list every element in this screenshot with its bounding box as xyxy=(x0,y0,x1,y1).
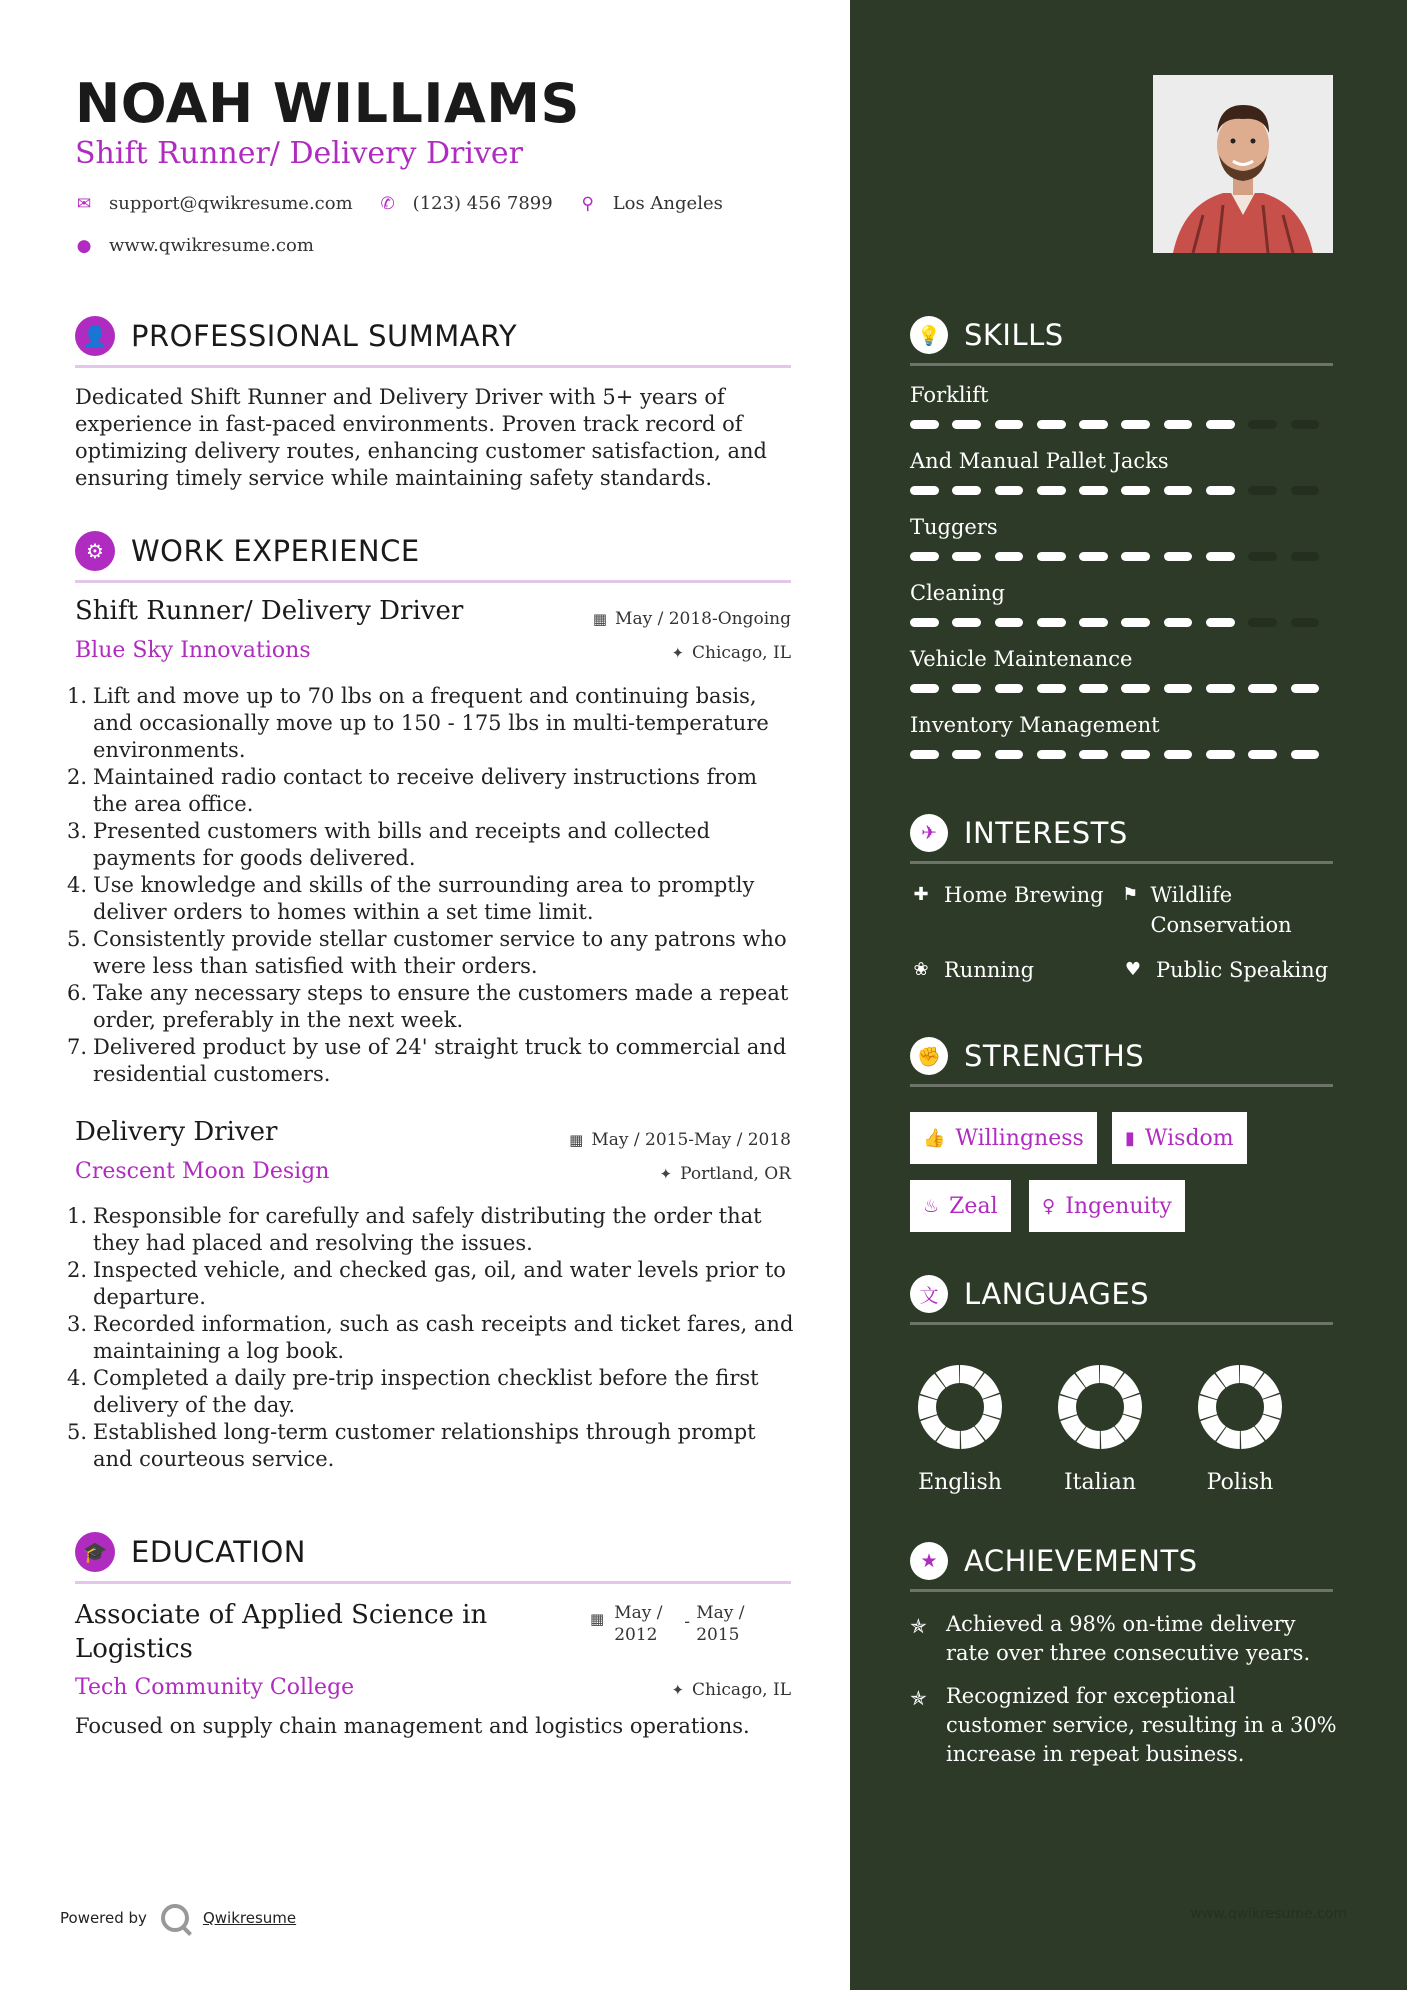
achievement-text: Recognized for exceptional customer service, resulting in a 30% increase in repeat business. xyxy=(946,1684,1337,1766)
skill-level-segment xyxy=(1079,750,1108,759)
brand-link[interactable]: Qwikresume xyxy=(202,1909,297,1927)
skill-level-bar xyxy=(910,420,1333,429)
job-title: Delivery Driver xyxy=(75,1117,278,1147)
skill-level-bar xyxy=(910,684,1333,693)
skill-level-segment xyxy=(952,486,981,495)
language-name: Polish xyxy=(1206,1470,1274,1495)
job-bullets xyxy=(67,1203,797,1473)
skill-level-segment xyxy=(910,750,939,759)
language-ring xyxy=(915,1362,1005,1452)
contact-website[interactable] xyxy=(75,235,314,256)
contact-location xyxy=(579,193,723,214)
education-location-text: Chicago, IL xyxy=(692,1680,791,1700)
skill-level-segment xyxy=(995,552,1024,561)
skill-level-segment xyxy=(952,420,981,429)
footer-url[interactable]: www.qwikresume.com xyxy=(1190,1906,1347,1922)
bullet-number: 4. xyxy=(67,1366,88,1390)
skill-level-segment xyxy=(952,618,981,627)
skill-item xyxy=(910,383,1333,429)
paper-plane-icon: ✈ xyxy=(910,814,948,852)
strength-label: Wisdom xyxy=(1144,1125,1234,1151)
job-bullet xyxy=(67,1034,797,1088)
strength-tag xyxy=(1029,1180,1185,1232)
flag-icon: ⚑ xyxy=(1122,884,1139,905)
skill-level-segment xyxy=(1164,750,1193,759)
candidate-name: NOAH WILLIAMS xyxy=(75,72,580,135)
job-bullets xyxy=(67,683,797,1088)
bullet-text: Delivered product by use of 24' straight truck to commercial and residential customers. xyxy=(93,1035,787,1086)
skill-level-segment xyxy=(910,552,939,561)
calendar-icon: ▦ xyxy=(592,610,608,628)
skill-level-segment xyxy=(910,420,939,429)
skill-level-segment xyxy=(952,552,981,561)
interest-item xyxy=(1122,955,1328,985)
skill-level-segment xyxy=(1079,684,1108,693)
skill-level-segment xyxy=(910,618,939,627)
skill-level-bar xyxy=(910,486,1333,495)
skill-level-segment xyxy=(1164,684,1193,693)
skill-level-bar xyxy=(910,618,1333,627)
language-name: Italian xyxy=(1063,1470,1136,1495)
graduate-icon: 🎓 xyxy=(75,1532,115,1572)
job-bullet xyxy=(67,1203,797,1257)
qwikresume-logo-icon xyxy=(161,1904,189,1932)
skill-level-segment xyxy=(952,684,981,693)
job-bullet xyxy=(67,1311,797,1365)
bullet-text: Maintained radio contact to receive delivery instructions from the area office. xyxy=(93,765,758,816)
skill-name: Forklift xyxy=(910,383,989,407)
skill-level-segment xyxy=(995,750,1024,759)
book-icon: ▮ xyxy=(1125,1127,1135,1149)
bullet-number: 3. xyxy=(67,1312,88,1336)
skill-level-segment xyxy=(995,486,1024,495)
school-name: Tech Community College xyxy=(75,1675,355,1700)
skill-level-segment xyxy=(1248,684,1277,693)
strength-tag xyxy=(1112,1112,1247,1164)
star-hand-icon: ✯ xyxy=(910,1614,927,1638)
job-location-text: Portland, OR xyxy=(680,1164,791,1184)
skill-level-bar xyxy=(910,750,1333,759)
interest-item xyxy=(910,955,1034,985)
skill-item xyxy=(910,581,1333,627)
achievements-title: ACHIEVEMENTS xyxy=(964,1544,1198,1578)
bullet-number: 5. xyxy=(67,927,88,951)
office-chair-icon: ⚙ xyxy=(75,531,115,571)
skill-name: Inventory Management xyxy=(910,713,1160,737)
interest-label: Public Speaking xyxy=(1156,958,1329,982)
languages-title: LANGUAGES xyxy=(964,1277,1150,1311)
job-bullet xyxy=(67,872,797,926)
job-location xyxy=(671,643,791,663)
bullet-number: 2. xyxy=(67,765,88,789)
skill-level-segment xyxy=(1248,552,1277,561)
bullet-text: Responsible for carefully and safely distributing the order that they had placed and resolving the issues. xyxy=(93,1204,762,1255)
skill-name: Tuggers xyxy=(910,515,998,539)
languages-heading xyxy=(910,1275,1333,1325)
contact-row-2 xyxy=(75,235,340,256)
achievement-item xyxy=(910,1610,1340,1668)
interest-item xyxy=(1122,880,1322,940)
skill-level-segment xyxy=(1248,618,1277,627)
pin-icon: ✦ xyxy=(659,1165,673,1183)
job-bullet xyxy=(67,818,797,872)
puzzle-icon: ✚ xyxy=(913,884,929,905)
skill-level-segment xyxy=(1037,486,1066,495)
bullet-number: 4. xyxy=(67,873,88,897)
skill-name: And Manual Pallet Jacks xyxy=(910,449,1169,473)
lightbulb-icon: 💡 xyxy=(910,316,948,354)
bullet-text: Inspected vehicle, and checked gas, oil, and water levels prior to departure. xyxy=(93,1258,786,1309)
job-bullet xyxy=(67,926,797,980)
achievements-heading xyxy=(910,1542,1333,1592)
job-title: Shift Runner/ Delivery Driver xyxy=(75,596,464,626)
skill-level-segment xyxy=(995,684,1024,693)
skill-level-segment xyxy=(1121,420,1150,429)
skill-level-segment xyxy=(1079,618,1108,627)
skill-item xyxy=(910,647,1333,693)
achievement-item xyxy=(910,1682,1340,1769)
language-ring xyxy=(1055,1362,1145,1452)
strength-label: Willingness xyxy=(955,1125,1084,1151)
skill-level-segment xyxy=(1037,420,1066,429)
education-heading xyxy=(75,1532,791,1584)
phone-text: (123) 456 7899 xyxy=(412,193,553,214)
interest-label: Home Brewing xyxy=(944,883,1104,907)
contact-phone[interactable] xyxy=(379,193,553,214)
job-company: Crescent Moon Design xyxy=(75,1159,330,1184)
experience-heading xyxy=(75,531,791,583)
skill-level-segment xyxy=(995,420,1024,429)
job-bullet xyxy=(67,1365,797,1419)
job-bullet xyxy=(67,1257,797,1311)
education-location xyxy=(671,1680,791,1700)
contact-email[interactable] xyxy=(75,193,353,214)
summary-heading xyxy=(75,316,791,368)
calendar-icon: ▦ xyxy=(590,1610,605,1628)
skill-level-segment xyxy=(1291,486,1320,495)
pin-icon: ✦ xyxy=(671,1681,685,1699)
star-hand-icon: ✯ xyxy=(910,1686,927,1710)
education-description: Focused on supply chain management and logistics operations. xyxy=(75,1714,750,1738)
pin-icon: ✦ xyxy=(671,644,685,662)
paw-icon: ❀ xyxy=(913,959,929,980)
skill-level-segment xyxy=(1291,420,1320,429)
skill-level-segment xyxy=(1206,552,1235,561)
language-item xyxy=(1180,1362,1300,1495)
language-name: English xyxy=(918,1470,1002,1495)
job-date-text: May / 2018-Ongoing xyxy=(615,609,791,629)
skill-level-bar xyxy=(910,552,1333,561)
bullet-text: Recorded information, such as cash receipts and ticket fares, and maintaining a log book. xyxy=(93,1312,794,1363)
skill-item xyxy=(910,515,1333,561)
interest-label: Wildlife Conservation xyxy=(1150,883,1292,937)
bullet-text: Consistently provide stellar customer service to any patrons who were less than satisfied with their orders. xyxy=(93,927,787,978)
user-icon: 👤 xyxy=(75,316,115,356)
interests-title: INTERESTS xyxy=(964,816,1128,850)
skill-level-segment xyxy=(1291,750,1320,759)
skill-level-segment xyxy=(1164,486,1193,495)
interest-item xyxy=(910,880,1104,910)
date-separator: - xyxy=(684,1612,690,1632)
candidate-role: Shift Runner/ Delivery Driver xyxy=(75,136,524,171)
skill-level-segment xyxy=(1164,552,1193,561)
skill-level-segment xyxy=(1291,684,1320,693)
language-ring xyxy=(1195,1362,1285,1452)
degree-title: Associate of Applied Science in Logistics xyxy=(75,1600,488,1664)
job-location-text: Chicago, IL xyxy=(692,643,791,663)
skill-level-segment xyxy=(1121,552,1150,561)
summary-text: Dedicated Shift Runner and Delivery Driver with 5+ years of experience in fast-paced environments. Proven track record of optimizing delivery routes, enhancing customer satisfaction, and ensuring timely service while maintaining safety standards. xyxy=(75,385,767,490)
skill-item xyxy=(910,713,1333,759)
skills-heading xyxy=(910,316,1333,366)
job-date xyxy=(569,1130,791,1150)
globe-icon: ● xyxy=(76,235,92,256)
skills-title: SKILLS xyxy=(964,318,1064,352)
powered-by-text: Powered by xyxy=(60,1909,147,1927)
job-bullet xyxy=(67,764,797,818)
bullet-number: 3. xyxy=(67,819,88,843)
skill-level-segment xyxy=(1121,618,1150,627)
achievement-text: Achieved a 98% on-time delivery rate over three consecutive years. xyxy=(946,1612,1311,1665)
skill-level-segment xyxy=(1248,420,1277,429)
strength-label: Zeal xyxy=(949,1193,998,1219)
star-icon: ★ xyxy=(910,1542,948,1580)
education-title: EDUCATION xyxy=(131,1535,307,1569)
skill-level-segment xyxy=(1291,618,1320,627)
skill-level-segment xyxy=(1037,750,1066,759)
job-location xyxy=(660,1164,791,1184)
language-icon: 文 xyxy=(910,1275,948,1313)
skill-level-segment xyxy=(995,618,1024,627)
experience-title: WORK EXPERIENCE xyxy=(131,534,420,568)
bullet-text: Completed a daily pre-trip inspection checklist before the first delivery of the day. xyxy=(93,1366,759,1417)
skill-level-segment xyxy=(1037,552,1066,561)
bullet-number: 2. xyxy=(67,1258,88,1282)
skill-level-segment xyxy=(1164,618,1193,627)
skill-level-segment xyxy=(910,684,939,693)
job-bullet xyxy=(67,683,797,764)
job-bullet xyxy=(67,980,797,1034)
bullet-text: Lift and move up to 70 lbs on a frequent and continuing basis, and occasionally move up to 150 - 175 lbs in multi-temperature environments. xyxy=(93,684,769,762)
skill-level-segment xyxy=(1037,618,1066,627)
skill-level-segment xyxy=(1248,750,1277,759)
language-item xyxy=(1040,1362,1160,1495)
contact-row xyxy=(75,193,749,214)
strengths-title: STRENGTHS xyxy=(964,1039,1145,1073)
email-text: support@qwikresume.com xyxy=(109,193,353,214)
language-item xyxy=(900,1362,1020,1495)
education-start: May / 2012 xyxy=(614,1603,663,1645)
powered-by xyxy=(60,1904,296,1932)
interests-heading xyxy=(910,814,1333,864)
bullet-number: 1. xyxy=(67,1204,88,1228)
job-bullet xyxy=(67,1419,797,1473)
bullet-number: 1. xyxy=(67,684,88,708)
calendar-icon: ▦ xyxy=(569,1131,584,1149)
skill-level-segment xyxy=(1121,750,1150,759)
skill-level-segment xyxy=(952,750,981,759)
interest-label: Running xyxy=(944,958,1035,982)
skill-level-segment xyxy=(1121,486,1150,495)
lightbulb-icon: ♀ xyxy=(1042,1195,1056,1217)
education-dates xyxy=(590,1602,766,1646)
skill-name: Vehicle Maintenance xyxy=(910,647,1133,671)
sidebar xyxy=(850,0,1407,1990)
website-text: www.qwikresume.com xyxy=(109,235,314,256)
fire-icon: ♨ xyxy=(923,1195,940,1217)
bullet-text: Established long-term customer relationships through prompt and courteous service. xyxy=(93,1420,756,1471)
skill-level-segment xyxy=(1079,420,1108,429)
location-text: Los Angeles xyxy=(612,193,723,214)
skill-name: Cleaning xyxy=(910,581,1005,605)
skill-item xyxy=(910,449,1333,495)
skill-level-segment xyxy=(1248,486,1277,495)
skill-level-segment xyxy=(1206,684,1235,693)
skill-level-segment xyxy=(1037,684,1066,693)
strength-tag xyxy=(910,1112,1097,1164)
bullet-text: Take any necessary steps to ensure the customers made a repeat order, preferably in the next week. xyxy=(93,981,789,1032)
job-company: Blue Sky Innovations xyxy=(75,638,311,663)
bullet-number: 5. xyxy=(67,1420,88,1444)
job-date-text: May / 2015-May / 2018 xyxy=(591,1130,791,1150)
skill-level-segment xyxy=(1291,552,1320,561)
bullet-text: Use knowledge and skills of the surrounding area to promptly deliver orders to homes within a set time limit. xyxy=(93,873,755,924)
strengths-heading xyxy=(910,1037,1333,1087)
skill-level-segment xyxy=(1121,684,1150,693)
strength-label: Ingenuity xyxy=(1065,1193,1172,1219)
map-marker-icon: ⚲ xyxy=(581,193,594,214)
profile-photo xyxy=(1153,75,1333,253)
skill-level-segment xyxy=(1079,552,1108,561)
heartbeat-icon: ♥ xyxy=(1124,959,1142,980)
fist-icon: ✊ xyxy=(910,1037,948,1075)
skill-level-segment xyxy=(1206,618,1235,627)
strength-tag xyxy=(910,1180,1011,1232)
skill-level-segment xyxy=(1079,486,1108,495)
skill-level-segment xyxy=(1206,420,1235,429)
bullet-number: 6. xyxy=(67,981,88,1005)
thumbs-up-icon: 👍 xyxy=(923,1127,946,1149)
job-date xyxy=(593,609,791,629)
education-end: May / 2015 xyxy=(696,1603,745,1645)
summary-title: PROFESSIONAL SUMMARY xyxy=(131,319,518,353)
bullet-text: Presented customers with bills and receipts and collected payments for goods delivered. xyxy=(93,819,711,870)
skill-level-segment xyxy=(1164,420,1193,429)
skill-level-segment xyxy=(910,486,939,495)
phone-icon: ✆ xyxy=(380,193,395,214)
bullet-number: 7. xyxy=(67,1035,88,1059)
skill-level-segment xyxy=(1206,750,1235,759)
skill-level-segment xyxy=(1206,486,1235,495)
envelope-icon: ✉ xyxy=(76,193,92,214)
